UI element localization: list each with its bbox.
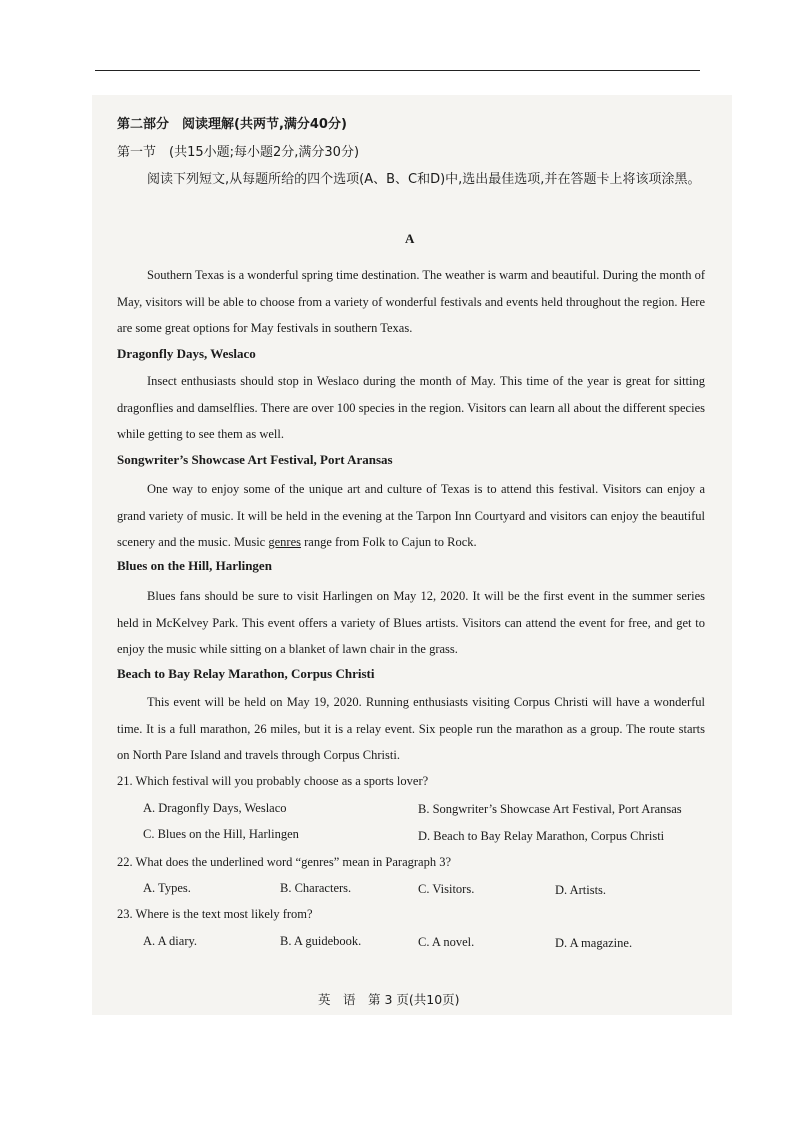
section-heading-songwriter: Songwriter’s Showcase Art Festival, Port Aransas: [117, 452, 393, 467]
section-body-marathon: This event will be held on May 19, 2020. Running enthusiasts visiting Corpus Christi will have a wonderful time. It is a full marathon, 26 miles, but it is a relay event. Six people run the marathon as a group. The route starts on North Pare Island and travels through Corpus Christi.: [117, 695, 705, 762]
question-23-option-c: C. A novel.: [418, 935, 475, 949]
intro-paragraph: Southern Texas is a wonderful spring time destination. The weather is warm and beautiful. During the month of May, visitors will be able to choose from a variety of wonderful festivals and events held throughout the region. Here are some great options for May festivals in southern Texas.: [117, 268, 705, 335]
question-23-stem: 23. Where is the text most likely from?: [117, 907, 313, 921]
passage-label: A: [405, 231, 415, 246]
page-footer: 英 语 第 3 页(共10页): [318, 992, 460, 1007]
part-header: 第二部分 阅读理解(共两节,满分40分): [117, 117, 347, 132]
question-23-option-a: A. A diary.: [143, 934, 198, 948]
question-22-stem: 22. What does the underlined word “genres” mean in Paragraph 3?: [117, 855, 452, 869]
section-heading-marathon: Beach to Bay Relay Marathon, Corpus Christi: [117, 666, 375, 681]
underlined-word-genres: genres: [268, 535, 301, 549]
question-21-stem: 21. Which festival will you probably choose as a sports lover?: [117, 774, 429, 788]
section-heading-dragonfly: Dragonfly Days, Weslaco: [117, 346, 256, 361]
question-23-option-d: D. A magazine.: [555, 936, 633, 950]
section-body-dragonfly: Insect enthusiasts should stop in Weslaco during the month of May. This time of the year is great for sitting dragonflies and damselflies. There are over 100 species in the region. Visitors can learn all about the different species while getting to see them as well.: [117, 374, 705, 441]
section-header: 第一节 (共15小题;每小题2分,满分30分): [117, 145, 360, 160]
question-21-option-b: B. Songwriter’s Showcase Art Festival, Port Aransas: [418, 802, 682, 816]
top-rule: [95, 70, 700, 71]
question-22-option-c: C. Visitors.: [418, 882, 475, 896]
question-22-option-b: B. Characters.: [280, 881, 352, 895]
question-21-option-d: D. Beach to Bay Relay Marathon, Corpus Christi: [418, 829, 665, 843]
question-21-option-c: C. Blues on the Hill, Harlingen: [143, 827, 299, 841]
section-heading-blues: Blues on the Hill, Harlingen: [117, 558, 272, 573]
songwriter-text-2: range from Folk to Cajun to Rock.: [300, 535, 477, 549]
question-23-option-b: B. A guidebook.: [280, 934, 362, 948]
songwriter-text-1: One way to enjoy some of the unique art and culture of Texas is to attend this festival. Visitors can enjoy a grand variety of music. It will be held in the evening at the Tarpon Inn Courtyard and visitors can enjoy the beautiful scenery and the music. Music: [117, 482, 705, 549]
section-body-songwriter: [117, 476, 705, 556]
section-body-blues: Blues fans should be sure to visit Harlingen on May 12, 2020. It will be the first event in the summer series held in McKelvey Park. This event offers a variety of Blues artists. Visitors can attend the event for free, and get to enjoy the music while sitting on a blanket of lawn chair in the grass.: [117, 589, 705, 656]
question-22-option-a: A. Types.: [143, 881, 191, 895]
question-21-option-a: A. Dragonfly Days, Weslaco: [143, 801, 287, 815]
instructions: 阅读下列短文,从每题所给的四个选项(A、B、C和D)中,选出最佳选项,并在答题卡上将该项涂黑。: [147, 172, 701, 187]
question-22-option-d: D. Artists.: [555, 883, 607, 897]
